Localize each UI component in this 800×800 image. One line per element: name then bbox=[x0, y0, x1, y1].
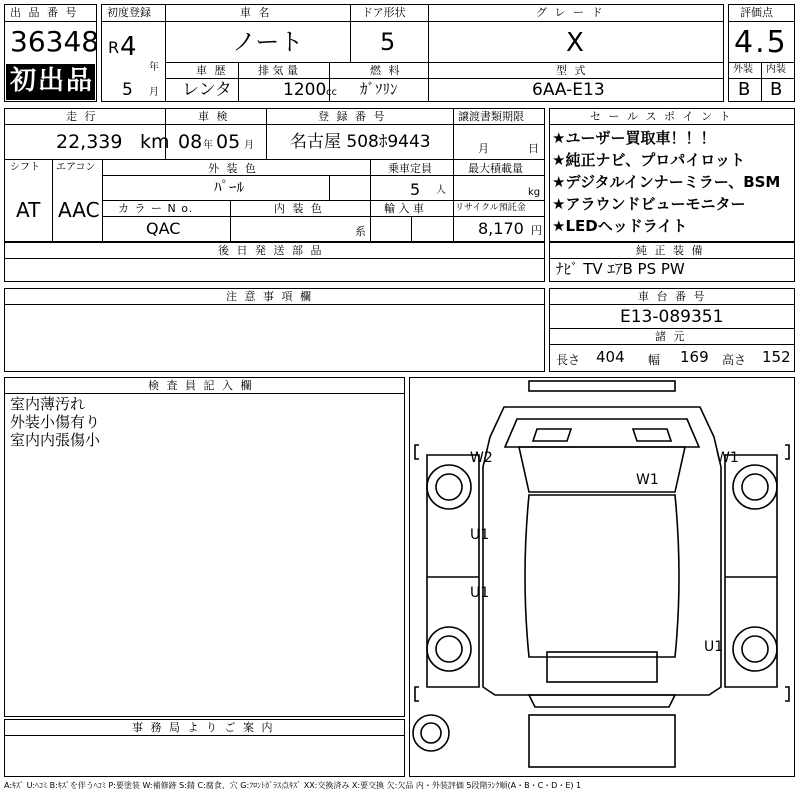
exterior-color-header: 外 装 色 bbox=[208, 162, 258, 175]
sales-points-header: セ ー ル ス ポ イ ン ト bbox=[590, 110, 733, 123]
notes-header: 注 意 事 項 欄 bbox=[226, 290, 313, 303]
displacement-header: 排 気 量 bbox=[258, 64, 298, 77]
fuel: ｶﾞｿﾘﾝ bbox=[360, 80, 398, 98]
sales-point-3: ★デジタルインナーミラー、BSM bbox=[552, 173, 781, 191]
sales-point-1: ★ユーザー買取車！！！ bbox=[552, 129, 716, 147]
ac-header: エアコン bbox=[56, 162, 96, 173]
height-label: 高さ bbox=[722, 353, 747, 367]
damage-label-left-rear-door: U1 bbox=[470, 585, 490, 601]
spare-tire bbox=[413, 715, 449, 751]
grade-header: グ レ ー ド bbox=[536, 6, 605, 19]
reg-year: 4 bbox=[120, 32, 137, 62]
interior-score: B bbox=[770, 79, 783, 100]
model-header: 型 式 bbox=[556, 64, 588, 77]
recycle-header: リサイクル預託金 bbox=[455, 203, 526, 213]
reg-year-unit: 年 bbox=[149, 62, 159, 73]
recycle-unit: 円 bbox=[531, 224, 542, 237]
car-diagram bbox=[409, 377, 795, 777]
spare-tire-hub bbox=[421, 723, 441, 743]
ac: AAC bbox=[58, 198, 100, 222]
shift: AT bbox=[16, 198, 41, 222]
interior-header: 内装 bbox=[766, 64, 786, 75]
car-name: ノート bbox=[232, 28, 304, 56]
wheel-front-right bbox=[733, 465, 777, 509]
trunk bbox=[529, 715, 675, 767]
wheel-front-right-hub bbox=[742, 474, 768, 500]
length: 404 bbox=[596, 348, 625, 366]
first-listing-text: 初出品 bbox=[10, 66, 95, 96]
capacity: 5 bbox=[410, 180, 421, 199]
wheel-front-left bbox=[427, 465, 471, 509]
doors: 5 bbox=[380, 28, 396, 56]
shift-header: シフト bbox=[10, 162, 40, 173]
bracket-rl bbox=[415, 687, 419, 701]
capacity-unit: 人 bbox=[436, 185, 446, 196]
grade: X bbox=[566, 28, 584, 58]
transfer-month-unit: 月 bbox=[478, 142, 489, 155]
history-header: 車 歴 bbox=[196, 64, 228, 77]
equipment-value: ﾅﾋﾞ TV ｴｱB PS PW bbox=[556, 260, 685, 278]
interior-color-unit: 系 bbox=[355, 225, 366, 238]
lot-number: 36348 bbox=[10, 25, 100, 58]
rear-bumper bbox=[529, 695, 675, 707]
car-name-header: 車 名 bbox=[240, 6, 272, 19]
score-header: 評価点 bbox=[740, 6, 773, 19]
capacity-header: 乗車定員 bbox=[388, 162, 432, 175]
reg-month: 5 bbox=[122, 80, 133, 100]
recycle: 8,170 bbox=[478, 219, 524, 238]
front-bumper bbox=[505, 419, 699, 447]
damage-label-front-left: W2 bbox=[470, 450, 493, 466]
model: 6AA-E13 bbox=[532, 80, 605, 100]
color-no: QAC bbox=[146, 219, 181, 238]
exterior-color: ﾊﾟｰﾙ bbox=[214, 178, 245, 196]
bracket-fl bbox=[415, 445, 419, 459]
interior-color-header: 内 装 色 bbox=[274, 202, 324, 215]
plate-header: 登 録 番 号 bbox=[318, 110, 387, 123]
score-value: 4.5 bbox=[734, 25, 788, 60]
inspector-line-3: 室内内張傷小 bbox=[10, 431, 101, 449]
chassis-header: 車 台 番 号 bbox=[638, 290, 707, 303]
reg-era: R bbox=[108, 38, 120, 57]
exterior-score: B bbox=[738, 79, 751, 100]
inspection-year-unit: 年 bbox=[203, 140, 213, 151]
color-no-header: カ ラ ー N o. bbox=[118, 202, 194, 215]
bracket-rr bbox=[785, 687, 789, 701]
lot-header: 出 品 番 号 bbox=[10, 6, 79, 19]
inspector-line-2: 外装小傷有り bbox=[10, 413, 101, 431]
doors-header: ドア形状 bbox=[362, 6, 406, 19]
transfer-day-unit: 日 bbox=[528, 142, 539, 155]
width-label: 幅 bbox=[648, 353, 661, 367]
chassis-value: E13-089351 bbox=[620, 307, 724, 327]
width: 169 bbox=[680, 348, 709, 366]
equipment-header: 純 正 装 備 bbox=[636, 244, 705, 257]
inspector-header: 検 査 員 記 入 欄 bbox=[148, 379, 254, 392]
fuel-header: 燃 料 bbox=[370, 64, 402, 77]
mileage-header: 走 行 bbox=[66, 110, 98, 123]
length-label: 長さ bbox=[556, 353, 581, 367]
damage-label-front-right: W1 bbox=[716, 450, 739, 466]
load-header: 最大積載量 bbox=[468, 162, 523, 175]
plate-value: 名古屋 508ﾎ9443 bbox=[290, 132, 431, 152]
exterior-header: 外装 bbox=[733, 64, 753, 75]
mileage-value: 22,339 bbox=[56, 131, 123, 153]
height: 152 bbox=[762, 348, 791, 366]
inspection-header: 車 検 bbox=[198, 110, 230, 123]
damage-label-left-front-door: U1 bbox=[470, 527, 490, 543]
headlight-right bbox=[633, 429, 671, 441]
hood bbox=[519, 447, 685, 492]
displacement: 1200 bbox=[283, 80, 327, 100]
inspection-month: 05 bbox=[216, 131, 241, 153]
history: レンタ bbox=[182, 80, 232, 100]
reg-month-unit: 月 bbox=[149, 87, 159, 98]
transfer-header: 譲渡書類期限 bbox=[458, 110, 524, 123]
roof-rail bbox=[529, 381, 675, 391]
load-unit: kg bbox=[528, 187, 541, 198]
bracket-fr bbox=[785, 445, 789, 459]
damage-label-right-rear: U1 bbox=[704, 639, 724, 655]
wheel-rear-left bbox=[427, 627, 471, 671]
displacement-unit: cc bbox=[326, 87, 337, 98]
sales-point-2: ★純正ナビ、プロパイロット bbox=[552, 151, 745, 169]
first-reg-header: 初度登録 bbox=[107, 6, 151, 19]
legend: A:ｷｽﾞ U:ﾍｺﾐ B:ｷｽﾞを伴うﾍｺﾐ P:要塗装 W:補修跡 S:錆 C:腐食、穴 G:ﾌﾛﾝﾄｶﾞﾗｽ点ｷｽﾞ XX:交換済み X:要交換 欠:欠品 内・外装評価 5段階ﾗﾝｸ順(A・B・C・D・E) 1 bbox=[4, 781, 582, 790]
later-parts-header: 後 日 発 送 部 品 bbox=[218, 244, 324, 257]
sales-point-4: ★アラウンドビューモニター bbox=[552, 195, 746, 213]
inspection-month-unit: 月 bbox=[244, 140, 254, 151]
dimensions-header: 諸 元 bbox=[655, 330, 687, 343]
wheel-rear-right-hub bbox=[742, 636, 768, 662]
roof bbox=[525, 495, 679, 657]
wheel-front-left-hub bbox=[436, 474, 462, 500]
mileage-unit: km bbox=[140, 131, 170, 153]
wheel-rear-right bbox=[733, 627, 777, 671]
inspection-year: 08 bbox=[178, 131, 203, 153]
import-header: 輸 入 車 bbox=[384, 202, 424, 215]
office-header: 事 務 局 よ り ご 案 内 bbox=[132, 721, 275, 734]
damage-label-hood: W1 bbox=[636, 472, 659, 488]
headlight-left bbox=[533, 429, 571, 441]
inspector-line-1: 室内薄汚れ bbox=[10, 395, 86, 413]
sales-point-5: ★LEDヘッドライト bbox=[552, 217, 688, 235]
wheel-rear-left-hub bbox=[436, 636, 462, 662]
